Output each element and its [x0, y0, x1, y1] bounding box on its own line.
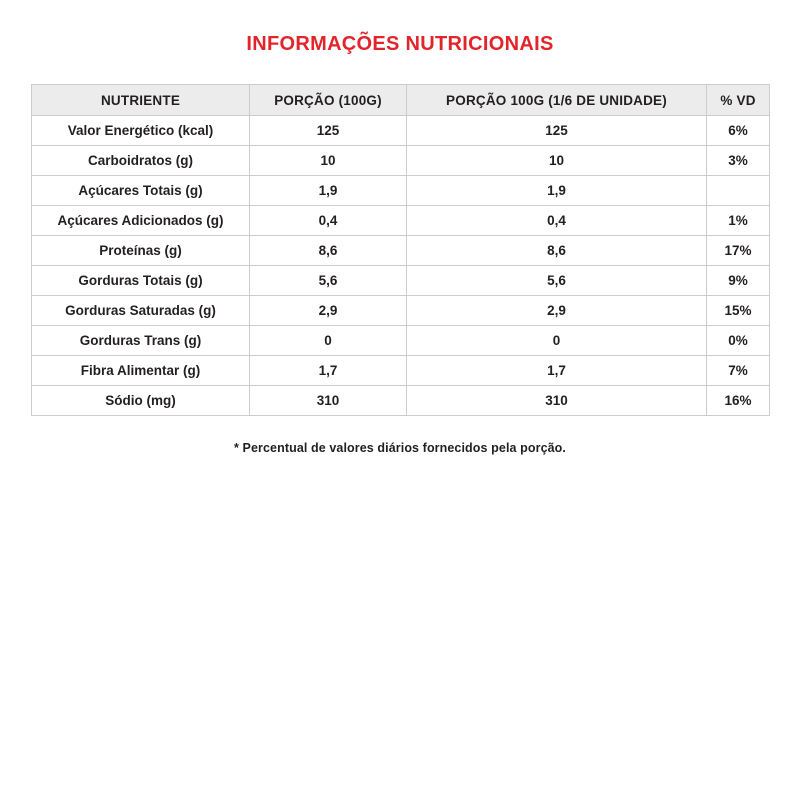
portion-100g-cell: 1,7	[250, 356, 407, 386]
table-header-row	[32, 85, 770, 116]
portion-100g-cell: 5,6	[250, 266, 407, 296]
nutrient-cell: Proteínas (g)	[32, 236, 250, 266]
page-title: INFORMAÇÕES NUTRICIONAIS	[246, 33, 554, 55]
nutrition-table	[31, 84, 770, 416]
vd-cell: 9%	[707, 266, 770, 296]
table-row	[32, 266, 770, 296]
table-row	[32, 296, 770, 326]
portion-100g-cell: 125	[250, 116, 407, 146]
portion-unit-cell: 10	[407, 146, 707, 176]
portion-unit-cell: 1,7	[407, 356, 707, 386]
vd-cell: 15%	[707, 296, 770, 326]
nutrient-cell: Sódio (mg)	[32, 386, 250, 416]
nutrient-cell: Gorduras Totais (g)	[32, 266, 250, 296]
nutrient-cell: Açúcares Totais (g)	[32, 176, 250, 206]
portion-unit-cell: 0,4	[407, 206, 707, 236]
nutrient-cell: Gorduras Saturadas (g)	[32, 296, 250, 326]
footnote: * Percentual de valores diários fornecidos pela porção.	[233, 441, 566, 455]
table-row	[32, 116, 770, 146]
nutrient-cell: Açúcares Adicionados (g)	[32, 206, 250, 236]
table-row	[32, 146, 770, 176]
portion-unit-cell: 125	[407, 116, 707, 146]
table-row	[32, 206, 770, 236]
portion-unit-cell: 1,9	[407, 176, 707, 206]
portion-100g-cell: 10	[250, 146, 407, 176]
nutrient-cell: Gorduras Trans (g)	[32, 326, 250, 356]
nutrient-cell: Carboidratos (g)	[32, 146, 250, 176]
column-header-porcao-unidade: PORÇÃO 100G (1/6 DE UNIDADE)	[407, 85, 707, 116]
portion-100g-cell: 0	[250, 326, 407, 356]
nutrient-cell: Fibra Alimentar (g)	[32, 356, 250, 386]
vd-cell: 16%	[707, 386, 770, 416]
column-header-porcao-100g: PORÇÃO (100G)	[250, 85, 407, 116]
vd-cell: 6%	[707, 116, 770, 146]
table-row	[32, 386, 770, 416]
portion-unit-cell: 5,6	[407, 266, 707, 296]
portion-unit-cell: 8,6	[407, 236, 707, 266]
vd-cell	[707, 176, 770, 206]
vd-cell: 3%	[707, 146, 770, 176]
portion-100g-cell: 0,4	[250, 206, 407, 236]
nutrient-cell: Valor Energético (kcal)	[32, 116, 250, 146]
table-row	[32, 236, 770, 266]
column-header-vd: % VD	[707, 85, 770, 116]
portion-unit-cell: 2,9	[407, 296, 707, 326]
vd-cell: 0%	[707, 326, 770, 356]
portion-100g-cell: 2,9	[250, 296, 407, 326]
column-header-nutriente: NUTRIENTE	[32, 85, 250, 116]
vd-cell: 1%	[707, 206, 770, 236]
table-row	[32, 326, 770, 356]
portion-100g-cell: 310	[250, 386, 407, 416]
portion-unit-cell: 310	[407, 386, 707, 416]
vd-cell: 17%	[707, 236, 770, 266]
portion-100g-cell: 8,6	[250, 236, 407, 266]
portion-unit-cell: 0	[407, 326, 707, 356]
nutrition-table-container	[31, 84, 769, 416]
portion-100g-cell: 1,9	[250, 176, 407, 206]
vd-cell: 7%	[707, 356, 770, 386]
table-row	[32, 356, 770, 386]
table-row	[32, 176, 770, 206]
